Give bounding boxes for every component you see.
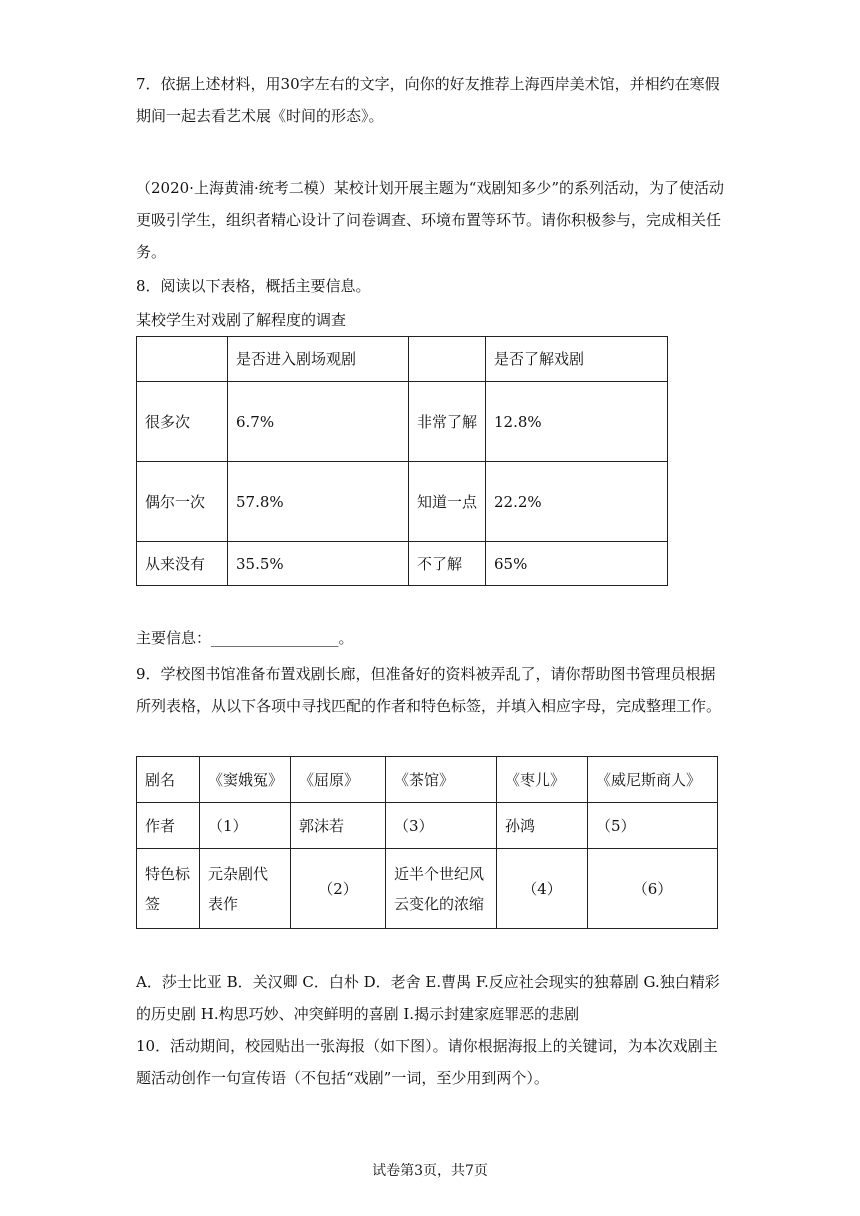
table-cell: 非常了解 <box>409 382 486 462</box>
table-cell: 偶尔一次 <box>137 462 228 542</box>
table-header: 是否了解戏剧 <box>486 337 668 382</box>
table-cell: 65% <box>486 542 668 586</box>
question-7: 7．依据上述材料，用30字左右的文字，向你的好友推荐上海西岸美术馆，并相约在寒假期间一起去看艺术展《时间的形态》。 <box>136 75 720 125</box>
table-cell: 22.2% <box>486 462 668 542</box>
table-cell: 作者 <box>137 803 200 849</box>
table-cell: 很多次 <box>137 382 228 462</box>
table-row <box>137 757 718 803</box>
table-row <box>137 803 718 849</box>
table-cell: 6.7% <box>228 382 409 462</box>
table-cell: 《威尼斯商人》 <box>588 757 718 803</box>
table-cell: （5） <box>588 803 718 849</box>
table-cell: 元杂剧代表作 <box>200 849 291 929</box>
table-cell: 35.5% <box>228 542 409 586</box>
section-intro: （2020·上海黄浦·统考二模）某校计划开展主题为“戏剧知多少”的系列活动，为了使活动更吸引学生，组织者精心设计了问卷调查、环境布置等环节。请你积极参与，完成相关任务。 <box>136 179 725 261</box>
table-cell: （1） <box>200 803 291 849</box>
table-row <box>137 337 668 382</box>
table-row <box>137 462 668 542</box>
table-title: 某校学生对戏剧了解程度的调查 <box>136 311 347 329</box>
table-row <box>137 849 718 929</box>
table-cell: 不了解 <box>409 542 486 586</box>
table-cell <box>137 337 228 382</box>
table-row <box>137 382 668 462</box>
table-cell: 知道一点 <box>409 462 486 542</box>
table-cell: 特色标签 <box>137 849 200 929</box>
table-cell: 《枣儿》 <box>497 757 588 803</box>
question-9: 9．学校图书馆准备布置戏剧长廊，但准备好的资料被弄乱了，请你帮助图书管理员根据所列表格，从以下各项中寻找匹配的作者和特色标签，并填入相应字母，完成整理工作。 <box>136 665 722 715</box>
page-footer: 试卷第3页，共7页 <box>372 1163 488 1179</box>
table-cell: 近半个世纪风云变化的浓缩 <box>386 849 497 929</box>
table-row <box>137 542 668 586</box>
question-10: 10．活动期间，校园贴出一张海报（如下图）。请你根据海报上的关键词，为本次戏剧主题活动创作一句宣传语（不包括“戏剧”一词，至少用到两个）。 <box>136 1037 718 1087</box>
table-cell: 剧名 <box>137 757 200 803</box>
table-cell: 郭沫若 <box>291 803 386 849</box>
table-cell: 《屈原》 <box>291 757 386 803</box>
table-cell: 从来没有 <box>137 542 228 586</box>
table-cell: （6） <box>588 849 718 929</box>
question-8: 8．阅读以下表格，概括主要信息。 <box>136 277 371 295</box>
drama-table <box>136 756 718 929</box>
table-cell: 孙鸿 <box>497 803 588 849</box>
table-cell: （3） <box>386 803 497 849</box>
table-cell: 《窦娥冤》 <box>200 757 291 803</box>
options-list: A．莎士比亚 B．关汉卿 C．白朴 D．老舍 E.曹禺 F.反应社会现实的独幕剧 G.独白精彩的历史剧 H.构思巧妙、冲突鲜明的喜剧 I.揭示封建家庭罪恶的悲剧 <box>136 973 720 1023</box>
survey-table <box>136 336 668 586</box>
main-info-blank: 主要信息：_________________。 <box>136 629 354 647</box>
table-cell: 57.8% <box>228 462 409 542</box>
table-cell: （2） <box>291 849 386 929</box>
table-cell: 《茶馆》 <box>386 757 497 803</box>
table-cell <box>409 337 486 382</box>
table-cell: （4） <box>497 849 588 929</box>
table-cell: 12.8% <box>486 382 668 462</box>
table-header: 是否进入剧场观剧 <box>228 337 409 382</box>
